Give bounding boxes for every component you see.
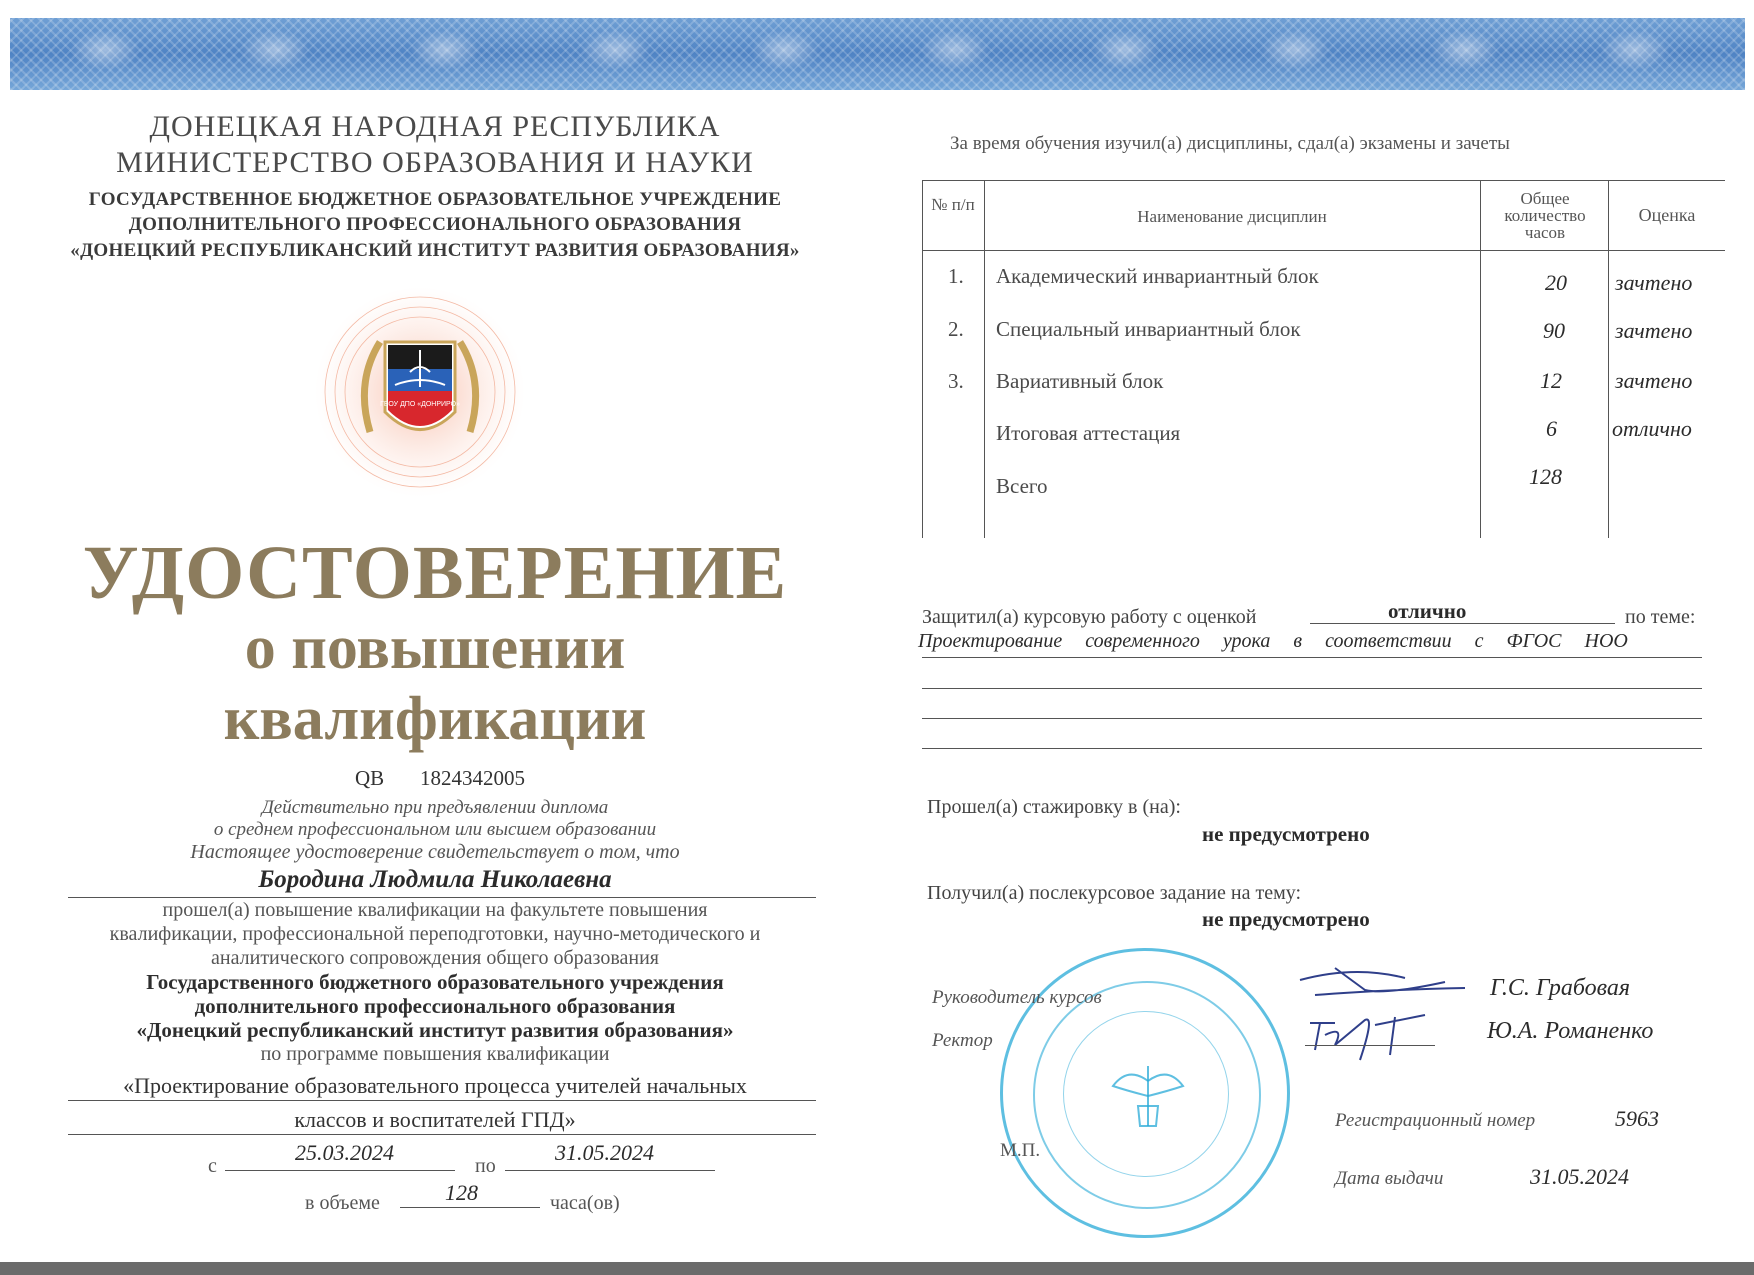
header-institution-line1: ГОСУДАРСТВЕННОЕ БЮДЖЕТНОЕ ОБРАЗОВАТЕЛЬНОЕ УЧРЕЖДЕНИЕ <box>88 189 782 210</box>
hours-unit: часа(ов) <box>550 1192 620 1214</box>
date-to-label: по <box>475 1155 496 1177</box>
head-signature-icon <box>1295 960 1475 1005</box>
passed-line-2: квалификации, профессиональной переподготовки, научно-методического и <box>109 923 761 945</box>
assignment-value: не предусмотрено <box>1202 907 1370 931</box>
row-1-name: Академический инвариантный блок <box>996 264 1319 288</box>
table-border <box>1480 180 1481 538</box>
rector-name: Ю.А. Романенко <box>1487 1018 1654 1044</box>
theme-underline-4 <box>922 748 1702 749</box>
theme-label: по теме: <box>1625 606 1696 628</box>
table-top-border <box>922 180 1725 181</box>
theme-underline-3 <box>922 718 1702 719</box>
program-label: по программе повышения квалификации <box>260 1043 610 1065</box>
band-rosette <box>1260 30 1330 70</box>
seal-place-label: М.П. <box>1000 1140 1041 1161</box>
institute-emblem <box>310 282 530 512</box>
coursework-theme: Проектирование современного урока в соответствии с ФГОС НОО <box>918 630 1628 652</box>
coursework-grade: отлично <box>1388 599 1467 623</box>
band-rosette <box>580 30 650 70</box>
document-subtitle-2: квалификации <box>223 685 647 753</box>
band-rosette <box>750 30 820 70</box>
assignment-label: Получил(а) послекурсовое задание на тему: <box>927 882 1302 904</box>
band-rosette <box>1430 30 1500 70</box>
registration-number-label: Регистрационный номер <box>1335 1110 1536 1131</box>
row-2-grade: зачтено <box>1615 318 1693 343</box>
issue-date-label: Дата выдачи <box>1335 1168 1444 1189</box>
row-total-hours: 128 <box>1529 464 1562 489</box>
row-4-hours: 6 <box>1546 416 1557 441</box>
volume-underline <box>400 1207 540 1208</box>
issue-date: 31.05.2024 <box>1530 1164 1629 1189</box>
certificate-series: QB <box>355 766 385 790</box>
passed-line-1: прошел(а) повышение квалификации на факультете повышения <box>162 899 708 921</box>
program-underline-2 <box>68 1134 816 1135</box>
row-4-name: Итоговая аттестация <box>996 421 1181 445</box>
validity-note-2: о среднем профессиональном или высшем образовании <box>213 819 657 840</box>
table-border <box>984 180 985 538</box>
band-rosette <box>240 30 310 70</box>
internship-label: Прошел(а) стажировку в (на): <box>927 796 1181 818</box>
col-header-name: Наименование дисциплин <box>1137 207 1327 226</box>
document-subtitle-1: о повышении <box>244 614 626 682</box>
disciplines-intro: За время обучения изучил(а) дисциплины, сдал(а) экзамены и зачеты <box>950 133 1510 154</box>
theme-underline-1 <box>922 657 1702 658</box>
row-4-grade: отлично <box>1612 416 1692 441</box>
date-from-underline <box>225 1170 455 1171</box>
row-3-grade: зачтено <box>1615 368 1693 393</box>
institution-line-1: Государственного бюджетного образовательного учреждения <box>146 970 724 994</box>
head-of-courses-label: Руководитель курсов <box>932 987 1102 1008</box>
volume-hours: 128 <box>445 1180 478 1205</box>
band-rosette <box>70 30 140 70</box>
band-rosette <box>1600 30 1670 70</box>
row-3-hours: 12 <box>1540 368 1562 393</box>
col-header-num: № п/п <box>931 195 975 214</box>
row-2-hours: 90 <box>1543 318 1565 343</box>
date-from-label: с <box>208 1155 217 1177</box>
institution-line-2: дополнительного профессионального образования <box>194 994 676 1018</box>
rector-signature-icon <box>1305 1005 1445 1065</box>
table-border <box>1608 180 1609 538</box>
rector-label: Ректор <box>932 1030 993 1051</box>
date-to-underline <box>505 1170 715 1171</box>
row-1-grade: зачтено <box>1615 270 1693 295</box>
program-title-line-1: «Проектирование образовательного процесса учителей начальных <box>123 1073 747 1098</box>
row-total-name: Всего <box>996 474 1048 498</box>
row-2-num: 2. <box>948 317 964 341</box>
band-rosette <box>1090 30 1160 70</box>
head-of-courses-name: Г.С. Грабовая <box>1490 975 1631 1001</box>
col-header-hours: Общее количество часов <box>1504 189 1586 242</box>
row-3-num: 3. <box>948 369 964 393</box>
emblem-caption: ГБОУ ДПО «ДОНРИРО» <box>380 401 460 408</box>
validity-note-1: Действительно при предъявлении диплома <box>261 797 609 818</box>
certificate-number: 1824342005 <box>420 766 525 790</box>
date-from: 25.03.2024 <box>295 1140 394 1165</box>
col-header-grade: Оценка <box>1638 205 1696 225</box>
volume-label: в объеме <box>305 1192 380 1214</box>
holder-name: Бородина Людмила Николаевна <box>258 866 612 893</box>
institution-line-3: «Донецкий республиканский институт развития образования» <box>136 1018 734 1042</box>
rector-signature-underline <box>1305 1045 1435 1046</box>
header-institution-line3: «ДОНЕЦКИЙ РЕСПУБЛИКАНСКИЙ ИНСТИТУТ РАЗВИТИЯ ОБРАЗОВАНИЯ» <box>70 240 800 261</box>
internship-value: не предусмотрено <box>1202 822 1370 846</box>
row-1-hours: 20 <box>1545 270 1567 295</box>
program-underline-1 <box>68 1100 816 1101</box>
row-1-num: 1. <box>948 264 964 288</box>
band-rosette <box>410 30 480 70</box>
theme-underline-2 <box>922 688 1702 689</box>
coursework-grade-underline <box>1310 623 1615 624</box>
table-header-border <box>922 250 1725 251</box>
band-rosette <box>920 30 990 70</box>
passed-line-3: аналитического сопровождения общего образования <box>211 947 659 969</box>
name-underline <box>68 897 816 898</box>
program-title-line-2: классов и воспитателей ГПД» <box>294 1107 576 1132</box>
row-2-name: Специальный инвариантный блок <box>996 317 1301 341</box>
coat-of-arms-icon <box>1098 1046 1198 1146</box>
coursework-label: Защитил(а) курсовую работу с оценкой <box>922 606 1257 628</box>
document-title: УДОСТОВЕРЕНИЕ <box>82 531 788 615</box>
attest-line: Настоящее удостоверение свидетельствует о том, что <box>190 841 680 863</box>
header-republic: ДОНЕЦКАЯ НАРОДНАЯ РЕСПУБЛИКА <box>149 110 721 143</box>
date-to: 31.05.2024 <box>555 1140 654 1165</box>
decorative-border-band <box>10 18 1745 90</box>
page-bottom-edge <box>0 1262 1754 1275</box>
registration-number: 5963 <box>1615 1106 1659 1131</box>
header-institution-line2: ДОПОЛНИТЕЛЬНОГО ПРОФЕССИОНАЛЬНОГО ОБРАЗОВАНИЯ <box>128 214 742 235</box>
row-3-name: Вариативный блок <box>996 369 1164 393</box>
table-border <box>922 180 923 538</box>
header-ministry: МИНИСТЕРСТВО ОБРАЗОВАНИЯ И НАУКИ <box>116 146 754 179</box>
